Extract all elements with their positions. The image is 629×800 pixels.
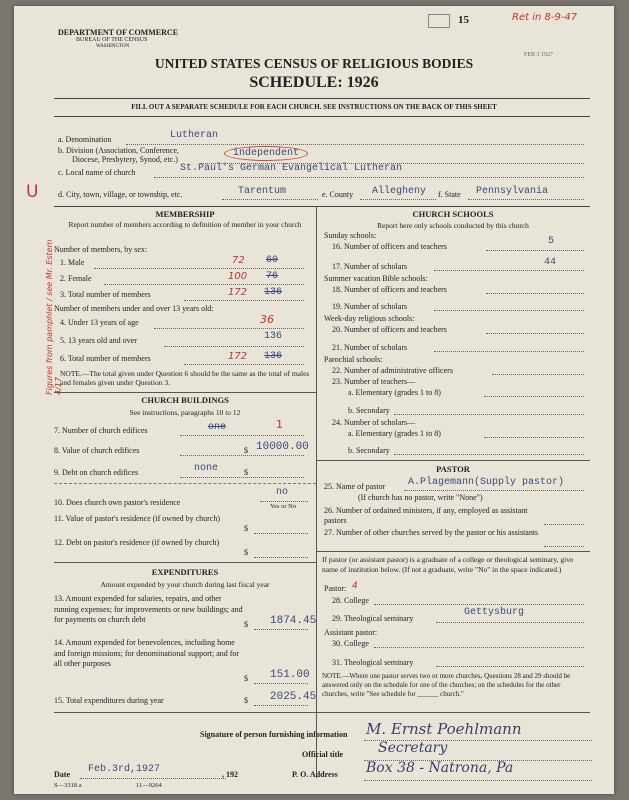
county-value: Allegheny (372, 186, 427, 197)
q3-new: 172 (228, 287, 248, 298)
margin-mark: U (26, 182, 39, 202)
q25-hint: (If church has no pastor, write "None") (358, 493, 483, 502)
state-value: Pennsylvania (476, 186, 549, 197)
q13-dollar: $ (244, 620, 248, 629)
q5-value: 136 (264, 331, 283, 342)
q23-label: 23. Number of teachers— (332, 377, 416, 386)
q27-label: 27. Number of other churches served by the pastor or his assistants (324, 528, 539, 537)
q11-label: 11. Value of pastor's residence (if owned by church) (54, 514, 221, 523)
schedule-title: SCHEDULE: 1926 (249, 74, 379, 91)
q12-label: 12. Debt on pastor's residence (if owned by church) (54, 538, 220, 547)
q2-label: 2. Female (60, 274, 92, 283)
city-label: WASHINGTON (96, 44, 130, 49)
membership-intro: Report number of members according to definition of member in your church (68, 220, 302, 229)
department-label: DEPARTMENT OF COMMERCE (58, 28, 179, 37)
q16-value: 5 (548, 236, 555, 247)
state-label: f. State (438, 190, 461, 199)
q24-label: 24. Number of scholars— (332, 418, 416, 427)
q4-label: 4. Under 13 years of age (60, 318, 139, 327)
q24a-label: a. Elementary (grades 1 to 8) (348, 429, 441, 438)
q10-hint: Yes or No (270, 503, 297, 510)
q6-new: 172 (228, 351, 248, 362)
city-field-label: d. City, town, village, or township, etc. (58, 190, 183, 199)
date-year-suffix: , 192 (222, 770, 238, 779)
q4-value: 36 (260, 313, 274, 326)
pastor-note: NOTE.—Where one pastor serves two or more churches, Questions 28 and 29 should be answered only on the schedule for one of the churches; on the schedules for the other churches, write "See schedule for ______ church." (322, 672, 571, 698)
return-note: Ret in 8-9-47 (512, 12, 578, 23)
q14-value: 151.00 (270, 669, 310, 681)
buildings-title: CHURCH BUILDINGS (141, 395, 229, 405)
q2-new: 100 (228, 271, 248, 282)
sunday-schools-label: Sunday schools: (324, 231, 377, 240)
q1-old: 60 (266, 255, 279, 266)
q19-label: 19. Number of scholars (332, 302, 408, 311)
q5-label: 5. 13 years old and over (60, 336, 137, 345)
q12-dollar: $ (244, 548, 248, 557)
pastor-mark: 4 (352, 581, 358, 591)
local-name-label: c. Local name of church (58, 168, 136, 177)
signature-label: Signature of person furnishing information (200, 730, 348, 739)
form-title: UNITED STATES CENSUS OF RELIGIOUS BODIES (154, 56, 474, 71)
margin-note: Figures from pamphlet / see Mr. Estem 4/17 (45, 239, 63, 395)
q29-value: Gettysburg (464, 607, 525, 618)
q10-label: 10. Does church own pastor's residence (54, 498, 181, 507)
date-value: Feb.3rd,1927 (88, 764, 161, 775)
expenditures-title: EXPENDITURES (151, 567, 219, 577)
q2-old: 76 (266, 271, 279, 282)
schools-subtitle: Report here only schools conducted by this church (377, 221, 529, 230)
q17-label: 17. Number of scholars (332, 262, 408, 271)
q15-value: 2025.45 (270, 691, 317, 703)
q24b-label: b. Secondary (348, 446, 390, 455)
q6-label: 6. Total number of members (60, 354, 151, 363)
q17-value: 44 (544, 257, 557, 268)
po-address-label: P. O. Address (292, 770, 338, 779)
membership-note: NOTE.—The total given under Question 6 should be the same as the total of males and females given under Question 3. (60, 369, 310, 387)
q8-dollar: $ (244, 446, 248, 455)
pastor-title: PASTOR (436, 464, 470, 474)
city-value: Tarentum (238, 186, 287, 197)
received-stamp: FEB 3 1927 (524, 52, 554, 58)
q16-label: 16. Number of officers and teachers (332, 242, 447, 251)
q1-label: 1. Male (60, 258, 85, 267)
membership-title: MEMBERSHIP (155, 209, 215, 219)
official-title-label: Official title (302, 750, 344, 759)
q14-dollar: $ (244, 674, 248, 683)
q7-old: one (208, 422, 227, 433)
age-heading: Number of members under and over 13 years old: (54, 304, 214, 313)
q7-new: 1 (276, 418, 283, 431)
schools-title: CHURCH SCHOOLS (412, 209, 494, 219)
q21-label: 21. Number of scholars (332, 343, 408, 352)
assistant-pastor-label: Assistant pastor: (324, 628, 378, 637)
local-name-value: St.Paul's German Evangelical Lutheran (180, 163, 403, 174)
q25-label: 25. Name of pastor (324, 482, 386, 491)
census-form-page (14, 6, 614, 794)
members-by-sex-label: Number of members, by sex: (54, 245, 148, 254)
buildings-subtitle: See instructions, paragraphs 10 to 12 (129, 408, 241, 417)
q8-value: 10000.00 (256, 441, 309, 453)
denomination-value: Lutheran (170, 130, 219, 141)
q13-label: 13. Amount expended for salaries, repairs, and other running expenses; for improvements or new buildings; and for payments on church debt (54, 594, 243, 624)
q22-label: 22. Number of administrative officers (332, 366, 453, 375)
q20-label: 20. Number of officers and teachers (332, 325, 447, 334)
q26-label: 26. Number of ordained ministers, if any, employed as assistant pastors (324, 506, 528, 525)
q3-label: 3. Total number of members (60, 290, 151, 299)
q31-label: 31. Theological seminary (332, 658, 414, 667)
form-number: 15 (458, 14, 469, 26)
division-label-2: Diocese, Presbytery, Synod, etc.) (72, 155, 178, 164)
bureau-label: BUREAU OF THE CENSUS (76, 37, 148, 43)
q23b-label: b. Secondary (348, 406, 390, 415)
q9-value: none (194, 463, 219, 474)
q23a-label: a. Elementary (grades 1 to 8) (348, 388, 441, 397)
official-title-value: Secretary (378, 740, 448, 756)
q25-value: A.Plagemann(Supply pastor) (408, 477, 565, 488)
division-value: independent (224, 146, 308, 161)
q14-label: 14. Amount expended for benevolences, including home and foreign missions; for denominational support; and for all other purposes (54, 638, 240, 668)
q18-label: 18. Number of officers and teachers (332, 285, 447, 294)
q13-value: 1874.45 (270, 615, 317, 627)
graduate-note: If pastor (or assistant pastor) is a graduate of a college or theological seminary, give name of institution below. (If not a graduate, write "No" in the space indicated.) (322, 555, 574, 574)
q11-dollar: $ (244, 524, 248, 533)
q6-old: 136 (264, 351, 283, 362)
q10-value: no (276, 487, 289, 498)
weekday-schools-label: Week-day religious schools: (324, 314, 415, 323)
instruction-banner: FILL OUT A SEPARATE SCHEDULE FOR EACH CHURCH. SEE INSTRUCTIONS ON THE BACK OF THIS SHEET (131, 103, 497, 111)
q9-label: 9. Debt on church edifices (54, 468, 139, 477)
q9-dollar: $ (244, 468, 248, 477)
q29-label: 29. Theological seminary (332, 614, 414, 623)
q3-old: 136 (264, 287, 283, 298)
denomination-label: a. Denomination (58, 135, 112, 144)
pastor-label: Pastor: (324, 584, 347, 593)
signature-value: M. Ernst Poehlmann (366, 720, 522, 738)
po-address-value: Box 38 - Natrona, Pa (366, 760, 514, 776)
expenditures-subtitle: Amount expended by your church during last fiscal year (100, 580, 270, 589)
summer-schools-label: Summer vacation Bible schools: (324, 274, 428, 283)
parochial-schools-label: Parochial schools: (324, 355, 383, 364)
q15-dollar: $ (244, 696, 248, 705)
form-code: S—3318 a (54, 782, 82, 789)
q28-label: 28. College (332, 596, 369, 605)
q1-new: 72 (232, 255, 245, 266)
division-label: b. Division (Association, Conference, (58, 146, 179, 155)
q8-label: 8. Value of church edifices (54, 446, 140, 455)
q15-label: 15. Total expenditures during year (54, 696, 164, 705)
q30-label: 30. College (332, 639, 369, 648)
form-number-box (428, 14, 450, 28)
date-label: Date (54, 770, 70, 779)
print-code: 11—9264 (136, 782, 162, 789)
county-label: e. County (322, 190, 354, 199)
q7-label: 7. Number of church edifices (54, 426, 148, 435)
